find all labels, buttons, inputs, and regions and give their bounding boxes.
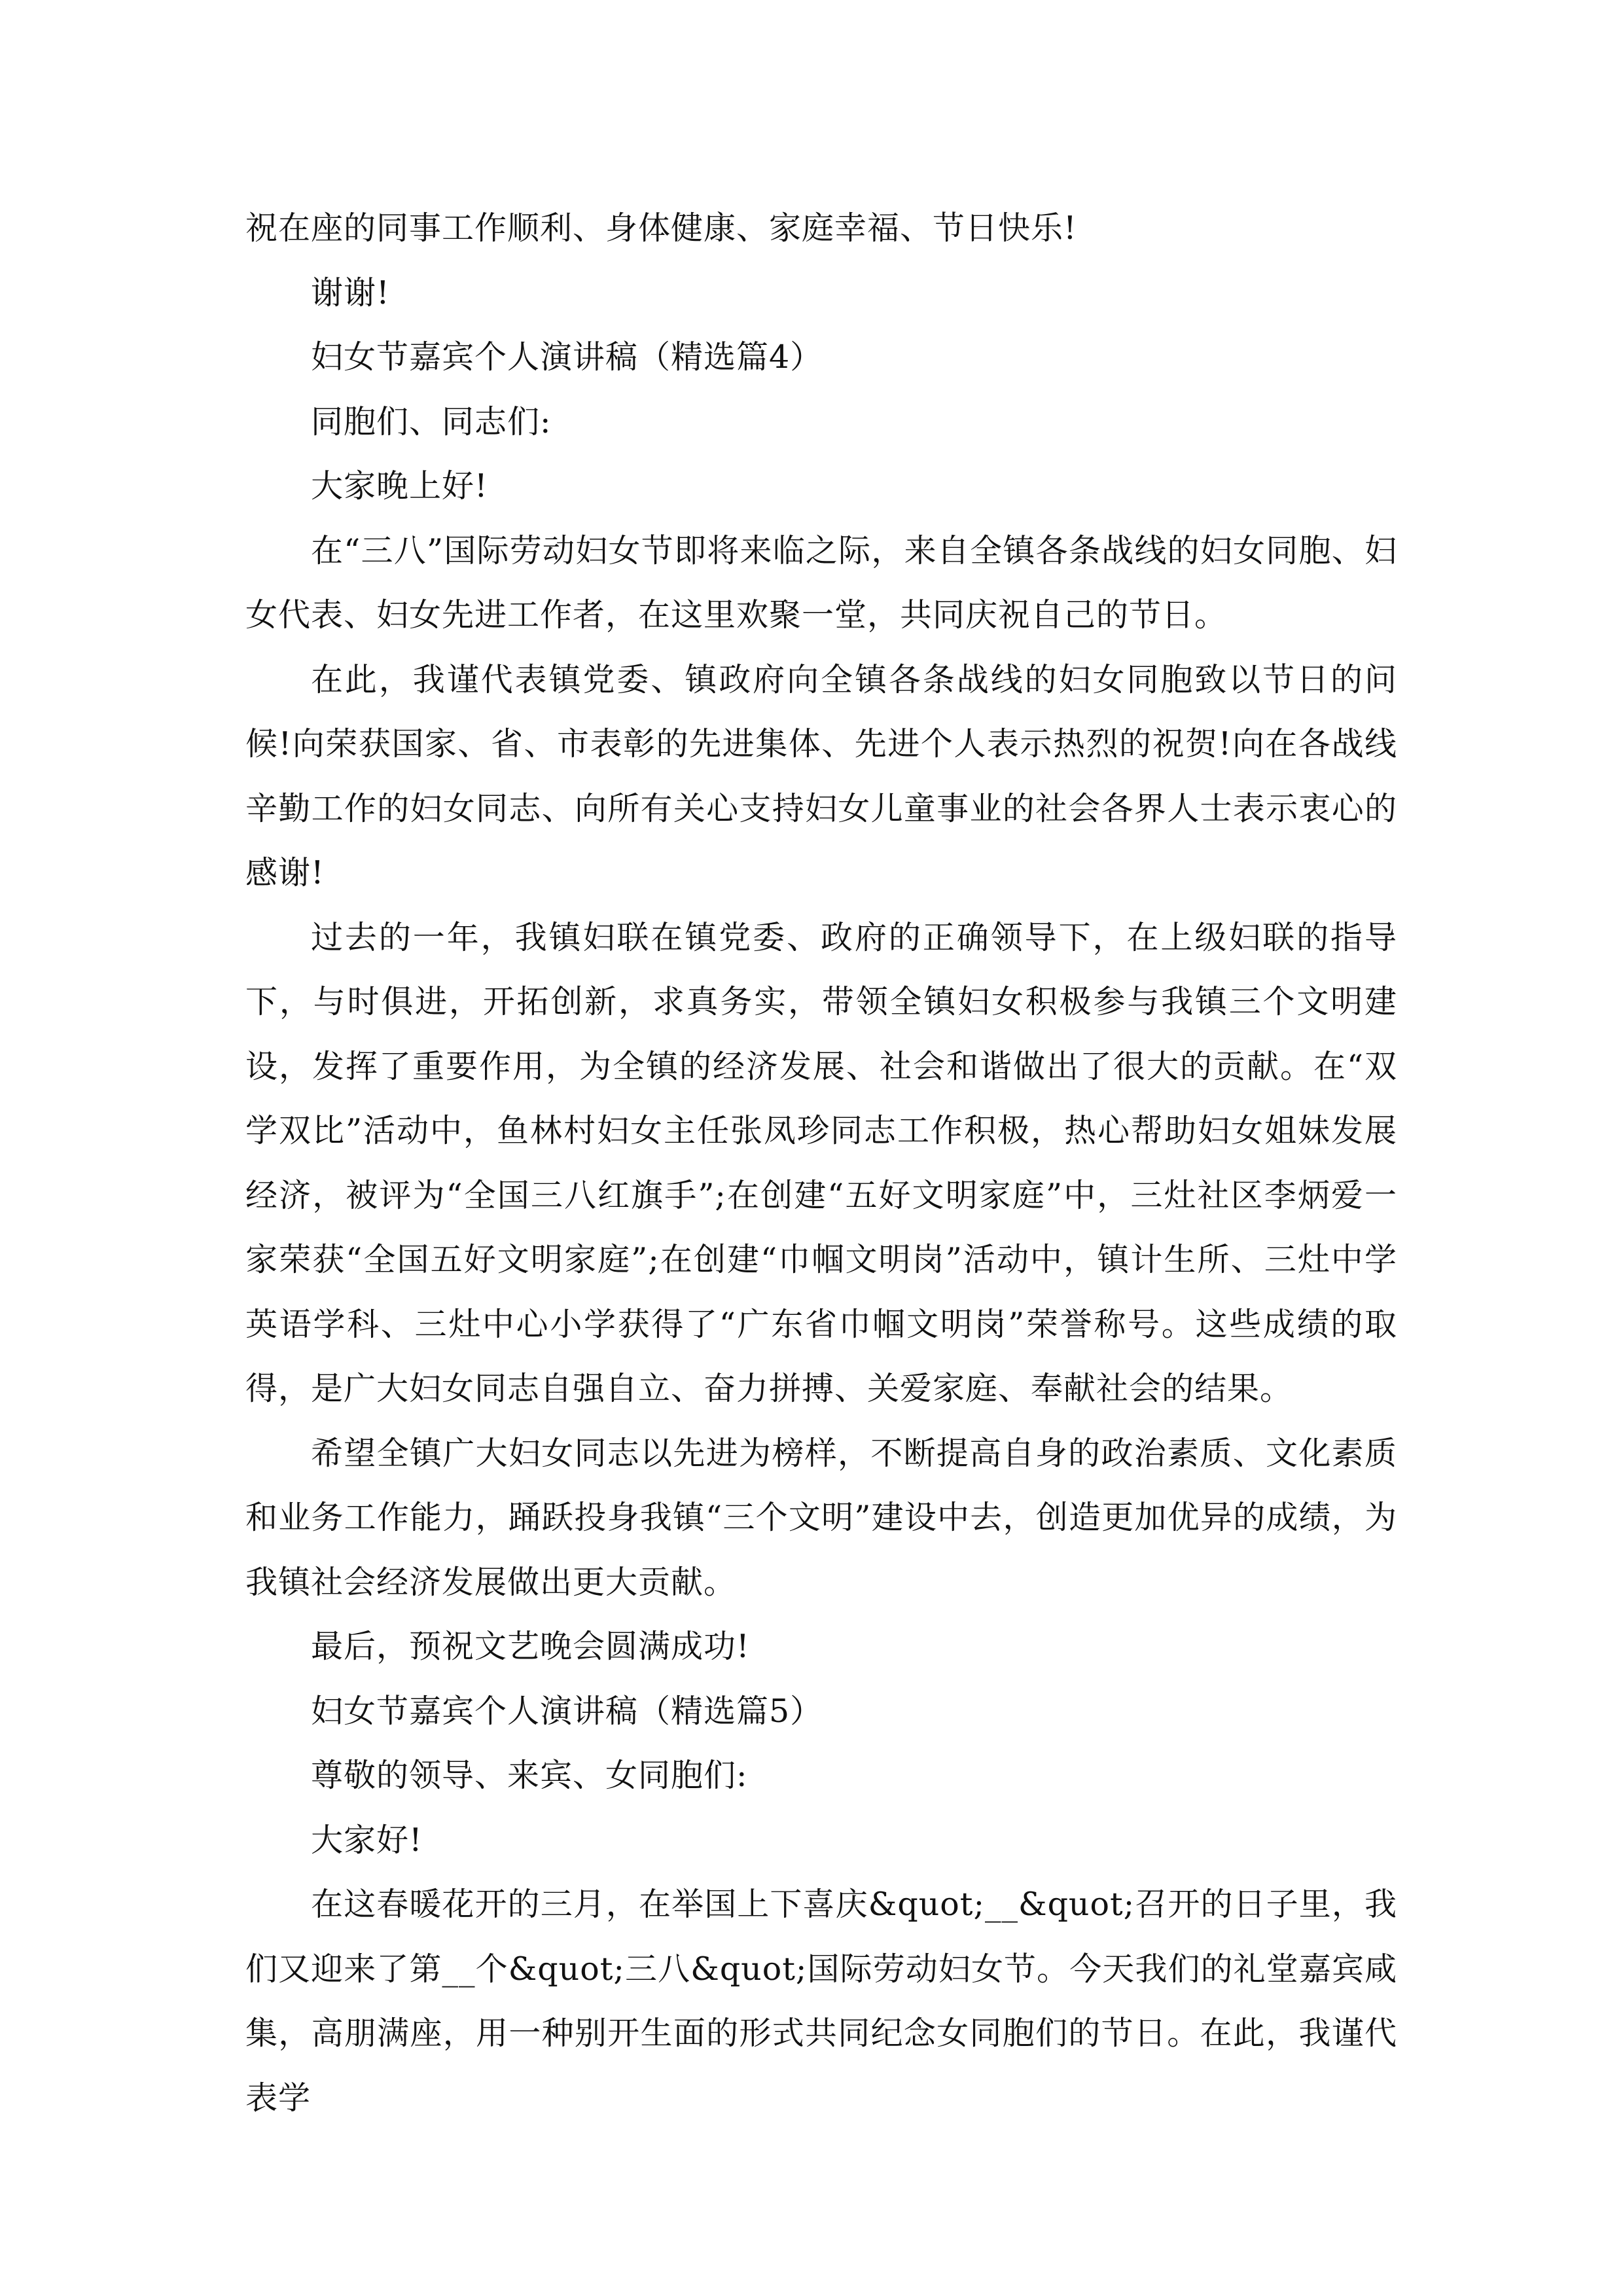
paragraph-body: 在这春暖花开的三月，在举国上下喜庆&quot;__&quot;召开的日子里，我们又迎来了第__个&quot;三八&quot;国际劳动妇女节。今天我们的礼堂嘉宾咸集，高朋满座，用一种别开生面的形式共同纪念女同胞们的节日。在此，我谨代表学 [245, 1886, 1397, 2117]
paragraph-body: 过去的一年，我镇妇联在镇党委、政府的正确领导下，在上级妇联的指导下，与时俱进，开拓创新，求真务实，带领全镇妇女积极参与我镇三个文明建设，发挥了重要作用，为全镇的经济发展、社会和谐做出了很大的贡献。在“双学双比”活动中，鱼林村妇女主任张凤珍同志工作积极，热心帮助妇女姐妹发展经济，被评为“全国三八红旗手”;在创建“五好文明家庭”中，三灶社区李炳爱一家荣获“全国五好文明家庭”;在创建“巾帼文明岗”活动中，镇计生所、三灶中学英语学科、三灶中心小学获得了“广东省巾帼文明岗”荣誉称号。这些成绩的取得，是广大妇女同志自强自立、奋力拼搏、关爱家庭、奉献社会的结果。 [245, 918, 1397, 1407]
paragraph-body: 在“三八”国际劳动妇女节即将来临之际，来自全镇各条战线的妇女同胞、妇女代表、妇女先进工作者，在这里欢聚一堂，共同庆祝自己的节日。 [245, 531, 1397, 634]
section-heading-5: 妇女节嘉宾个人演讲稿（精选篇5） [311, 1692, 823, 1730]
paragraph-greeting: 大家好! [311, 1821, 423, 1859]
paragraph-thanks: 谢谢! [311, 274, 390, 312]
paragraph-closing: 最后，预祝文艺晚会圆满成功! [311, 1628, 750, 1665]
paragraph-body: 在此，我谨代表镇党委、镇政府向全镇各条战线的妇女同胞致以节日的问候!向荣获国家、省、市表彰的先进集体、先进个人表示热烈的祝贺!向在各战线辛勤工作的妇女同志、向所有关心支持妇女儿童事业的社会各界人士表示衷心的感谢! [245, 660, 1397, 891]
paragraph-greeting: 大家晚上好! [311, 467, 488, 505]
paragraph-salutation: 尊敬的领导、来宾、女同胞们: [311, 1757, 748, 1794]
paragraph-closing-wishes: 祝在座的同事工作顺利、身体健康、家庭幸福、节日快乐! [245, 209, 1077, 247]
document-body [245, 196, 1397, 2130]
paragraph-body: 希望全镇广大妇女同志以先进为榜样，不断提高自身的政治素质、文化素质和业务工作能力，踊跃投身我镇“三个文明”建设中去，创造更加优异的成绩，为我镇社会经济发展做出更大贡献。 [245, 1434, 1397, 1601]
paragraph-salutation: 同胞们、同志们: [311, 403, 552, 440]
section-heading-4: 妇女节嘉宾个人演讲稿（精选篇4） [311, 338, 823, 376]
